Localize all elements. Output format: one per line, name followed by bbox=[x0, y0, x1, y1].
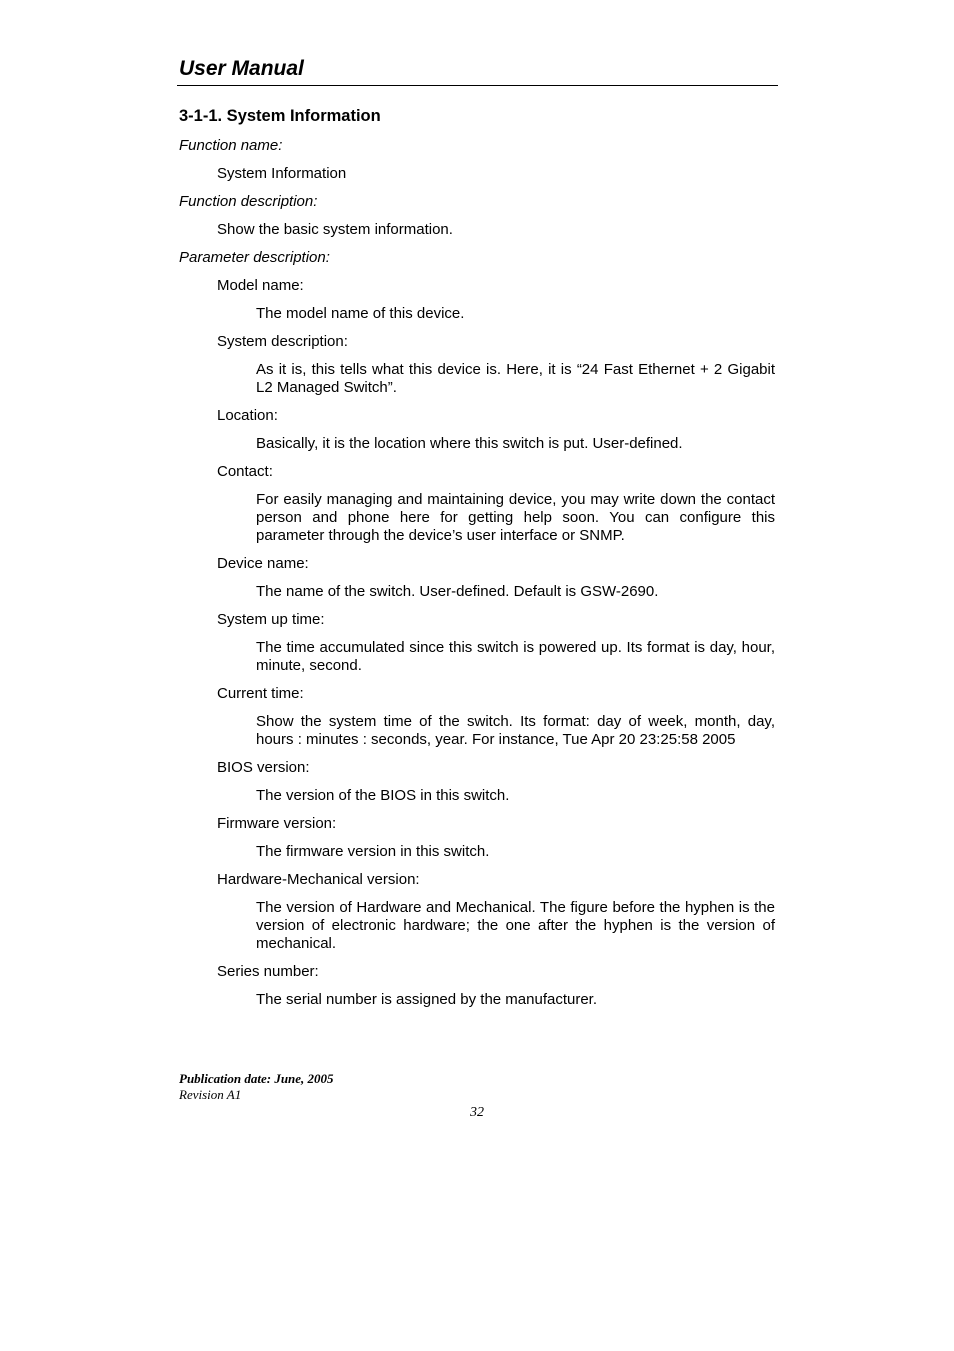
section-title: 3-1-1. System Information bbox=[179, 107, 381, 125]
function-description-label: Function description: bbox=[179, 193, 318, 210]
revision-label: Revision A1 bbox=[179, 1087, 242, 1102]
function-name-value: System Information bbox=[217, 165, 347, 182]
param-name: Hardware-Mechanical version: bbox=[217, 871, 420, 888]
param-name: Device name: bbox=[217, 555, 309, 572]
publication-date: Publication date: June, 2005 bbox=[179, 1071, 334, 1086]
param-name: Contact: bbox=[217, 463, 273, 480]
param-name: System description: bbox=[217, 333, 348, 350]
param-name: BIOS version: bbox=[217, 759, 310, 776]
param-desc: The model name of this device. bbox=[256, 305, 465, 322]
param-name: Firmware version: bbox=[217, 815, 337, 832]
page-header-title: User Manual bbox=[179, 57, 304, 80]
param-desc: Basically, it is the location where this switch is put. User-defined. bbox=[256, 435, 683, 452]
param-desc: As it is, this tells what this device is. Here, it is “24 Fast Ethernet + 2 Gigabit L2 Managed Switch”. bbox=[256, 361, 775, 396]
param-name: System up time: bbox=[217, 611, 325, 628]
function-description-value: Show the basic system information. bbox=[217, 221, 453, 238]
function-name-label: Function name: bbox=[179, 137, 283, 154]
param-name: Model name: bbox=[217, 277, 304, 294]
param-desc: The serial number is assigned by the manufacturer. bbox=[256, 991, 598, 1008]
param-name: Location: bbox=[217, 407, 278, 424]
param-desc: The version of the BIOS in this switch. bbox=[256, 787, 510, 804]
document-body bbox=[179, 105, 779, 1009]
param-name: Series number: bbox=[217, 963, 319, 980]
param-desc: For easily managing and maintaining device, you may write down the contact person and phone here for getting help soon. You can configure this parameter through the device’s user interface or SNMP. bbox=[256, 491, 775, 544]
param-desc: The firmware version in this switch. bbox=[256, 843, 490, 860]
param-desc: The name of the switch. User-defined. Default is GSW-2690. bbox=[256, 583, 659, 600]
parameter-description-label: Parameter description: bbox=[179, 249, 330, 266]
param-name: Current time: bbox=[217, 685, 304, 702]
param-desc: Show the system time of the switch. Its format: day of week, month, day, hours : minutes : seconds, year. For instance, Tue Apr 20 23:25:58 2005 bbox=[256, 713, 775, 748]
param-desc: The time accumulated since this switch is powered up. Its format is day, hour, minute, second. bbox=[256, 639, 775, 674]
param-desc: The version of Hardware and Mechanical. The figure before the hyphen is the version of electronic hardware; the one after the hyphen is the version of mechanical. bbox=[256, 899, 775, 952]
page-footer bbox=[179, 1071, 334, 1103]
page-number: 32 bbox=[470, 1105, 484, 1120]
header-divider bbox=[177, 85, 778, 86]
